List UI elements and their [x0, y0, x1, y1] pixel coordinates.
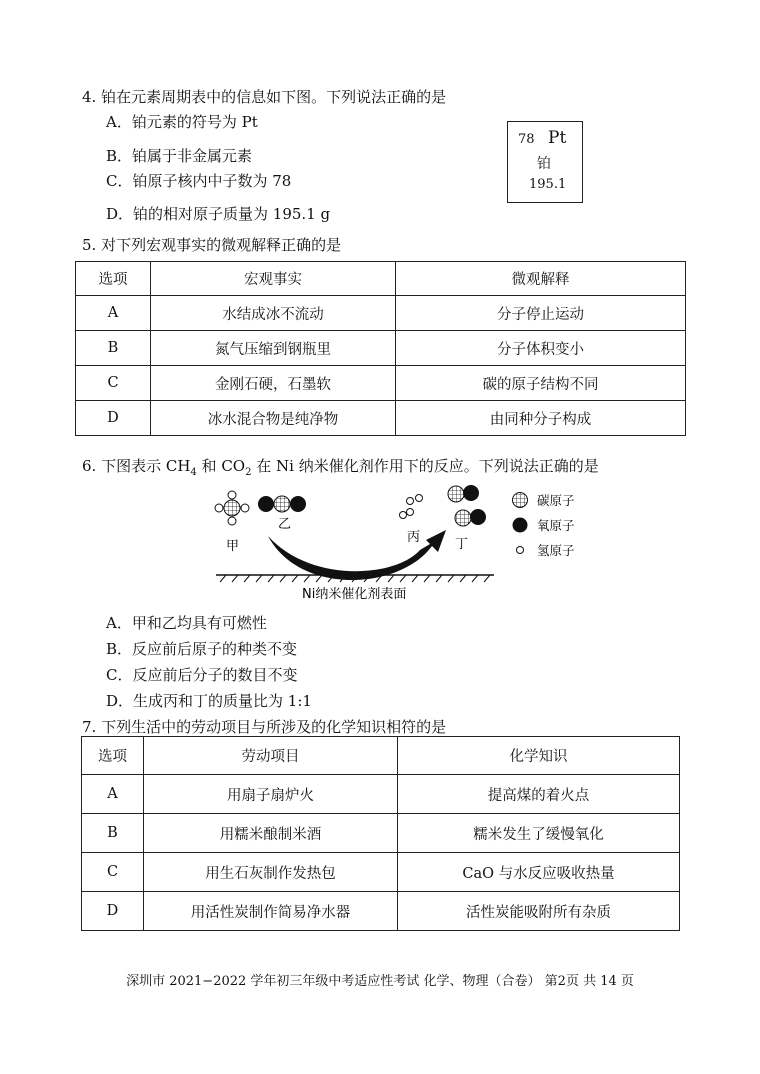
carbon-monoxide-molecules [448, 485, 486, 526]
q5-stem: 5. 对下列宏观事实的微观解释正确的是 [82, 236, 342, 254]
header-cell: 劳动项目 [144, 737, 398, 775]
header-cell: 选项 [76, 262, 151, 296]
atomic-number: 78 [518, 132, 535, 147]
q7-table [81, 736, 680, 931]
table-cell: 水结成冰不流动 [151, 296, 396, 331]
q6-option-b: B．反应前后原子的种类不变 [106, 640, 298, 658]
table-cell: 金刚石硬，石墨软 [151, 366, 396, 401]
table-cell: A [76, 296, 151, 331]
carbon-atom-icon [513, 493, 528, 508]
q6-option-c: C．反应前后分子的数目不变 [106, 666, 298, 684]
label-ding: 丁 [455, 537, 469, 552]
label-yi: 乙 [278, 517, 292, 532]
table-cell: CaO 与水反应吸收热量 [398, 853, 680, 892]
header-cell: 微观解释 [396, 262, 686, 296]
table-cell: C [82, 853, 144, 892]
element-name: 铂 [537, 156, 551, 172]
element-symbol: Pt [548, 128, 567, 148]
table-cell: C [76, 366, 151, 401]
table-cell: A [82, 775, 144, 814]
label-bing: 丙 [407, 530, 421, 545]
table-row [82, 853, 680, 892]
table-row [76, 331, 686, 366]
label-jia: 甲 [226, 539, 240, 554]
oxygen-atom-icon [513, 518, 528, 533]
methane-molecule [215, 491, 249, 525]
table-row [82, 775, 680, 814]
q4-option-c: C．铂原子核内中子数为 78 [106, 172, 292, 190]
legend [513, 493, 575, 559]
table-cell: 用糯米酿制米酒 [144, 814, 398, 853]
table-row [76, 366, 686, 401]
header-cell: 化学知识 [398, 737, 680, 775]
table-row [82, 814, 680, 853]
table-row [76, 401, 686, 436]
table-header-row [82, 737, 680, 775]
q4-option-d: D．铂的相对原子质量为 195.1 g [106, 205, 331, 223]
legend-oxygen: 氧原子 [537, 518, 575, 533]
q6-option-a: A．甲和乙均具有可燃性 [106, 614, 267, 632]
table-cell: 分子停止运动 [396, 296, 686, 331]
hydrogen-molecules [400, 495, 423, 519]
table-cell: 用生石灰制作发热包 [144, 853, 398, 892]
atomic-mass: 195.1 [529, 177, 567, 192]
q7-stem: 7. 下列生活中的劳动项目与所涉及的化学知识相符的是 [82, 718, 447, 736]
q5-table [75, 261, 686, 436]
header-cell: 选项 [82, 737, 144, 775]
table-cell: 由同种分子构成 [396, 401, 686, 436]
table-cell: B [76, 331, 151, 366]
header-cell: 宏观事实 [151, 262, 396, 296]
carbon-dioxide-molecule [258, 496, 306, 512]
reaction-diagram [0, 478, 760, 608]
table-cell: 分子体积变小 [396, 331, 686, 366]
table-cell: 用活性炭制作简易净水器 [144, 892, 398, 931]
platinum-element-card [507, 121, 583, 203]
table-cell: 冰水混合物是纯净物 [151, 401, 396, 436]
q4-option-b: B．铂属于非金属元素 [106, 147, 253, 165]
surface-label: Ni纳米催化剂表面 [302, 587, 407, 602]
table-cell: 碳的原子结构不同 [396, 366, 686, 401]
q4-option-a: A．铂元素的符号为 Pt [106, 113, 258, 131]
q6-stem: 6. 下图表示 $CH_4$ 和 $CO_2$ 在 Ni 纳米催化剂作用下的反应。下列说法正确的是 [82, 457, 599, 478]
legend-carbon: 碳原子 [537, 493, 575, 508]
table-cell: 用扇子扇炉火 [144, 775, 398, 814]
q4-stem: 4. 铂在元素周期表中的信息如下图。下列说法正确的是 [82, 88, 447, 106]
table-cell: 糯米发生了缓慢氧化 [398, 814, 680, 853]
q6-option-d: D．生成丙和丁的质量比为 1:1 [106, 692, 312, 710]
table-cell: 活性炭能吸附所有杂质 [398, 892, 680, 931]
table-row [82, 892, 680, 931]
table-cell: D [76, 401, 151, 436]
legend-hydrogen: 氢原子 [537, 543, 575, 558]
page-footer: 深圳市 2021−2022 学年初三年级中考适应性考试 化学、物理（合卷） 第2页 共 14 页 [126, 974, 634, 989]
table-cell: D [82, 892, 144, 931]
table-header-row [76, 262, 686, 296]
table-cell: 提高煤的着火点 [398, 775, 680, 814]
table-row [76, 296, 686, 331]
table-cell: 氮气压缩到钢瓶里 [151, 331, 396, 366]
hydrogen-atom-icon [517, 547, 524, 554]
table-cell: B [82, 814, 144, 853]
